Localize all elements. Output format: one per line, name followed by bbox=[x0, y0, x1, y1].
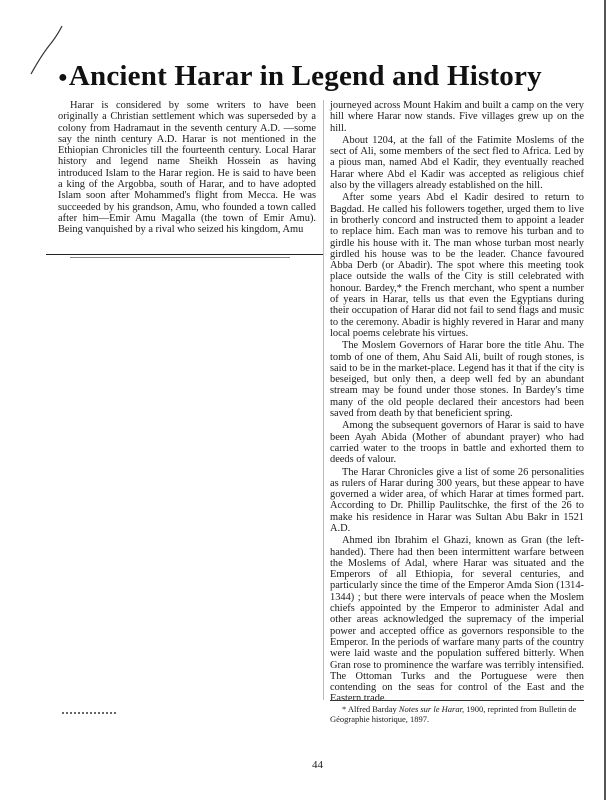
right-continuation: journeyed across Mount Hakim and built a camp on the very hill where Harar now stands. Five villages grew up on the hill. bbox=[330, 100, 584, 134]
column-end-rule-secondary bbox=[70, 257, 290, 258]
page-number: 44 bbox=[312, 759, 323, 771]
right-column bbox=[330, 100, 584, 706]
title-text: Ancient Harar in Legend and History bbox=[68, 60, 542, 92]
left-paragraph: Harar is considered by some writers to have been originally a Christian settlement which was superseded by a colony from Hadramaut in the seventh century A.D. —some say the ninth century A.D. Harar is not mentioned in the Ethiopian Chronicles till the fourteenth century. Local Harar history and legend name Sheikh Hossein as having introduced Islam to the Harar region. He is said to have been a king of the Argobba, south of Harar, and to have adopted Islam soon after Mohammed's flight from Mecca. He was succeeded by his grandson, Amu, who founded a town called after him—Emir Amu Magalla (the town of Emir Amu). Being vanquished by a rival who seized his kingdom, Amu bbox=[58, 100, 316, 236]
footnote-rule bbox=[330, 700, 584, 701]
article-title bbox=[58, 60, 578, 93]
footnote-author: Alfred Barday bbox=[347, 704, 397, 714]
title-ornament-icon: ● bbox=[58, 69, 68, 87]
right-paragraph: The Moslem Governors of Harar bore the title Ahu. The tomb of one of them, Ahu Said Ali, built of rough stones, is said to be in the market-place. Legend has it that if the city is beseiged, but only then, a deep well fed by an abundant stream may be found under those stones. In Bardey's time many of the old people declared their ancestors had been saved from death by that beneficient spring. bbox=[330, 340, 584, 420]
right-paragraph: About 1204, at the fall of the Fatimite Moslems of the sect of Ali, some members of the sect fled to Africa. Led by a pious man, named Abd el Kadir, they eventually reached Harar where Abd el Kadir was accepted as religious chief also by the villagers already established on the hill. bbox=[330, 134, 584, 192]
column-divider bbox=[323, 100, 324, 700]
page-edge bbox=[604, 0, 606, 800]
right-paragraph: After some years Abd el Kadir desired to return to Bagdad. He called his followers together, urged them to live in brotherly concord and instructed them to appoint a leader to replace him. Each man was to remove his turban and to girdle his house with it. The man whose turban most nearly girdled his house was to be the leader. Chance favoured Abba Derb (or Abadir). The spot where this meeting took place outside the walls of the City is still celebrated with honour. Bardey,* the French merchant, who spent a number of years in Harar, tells us that even the Egyptians during their occupation of Harar did not fail to send flags and music to the ceremony. Abadir is highly revered in Harar and many local poems celebrate his virtues. bbox=[330, 192, 584, 339]
right-paragraph: Among the subsequent governors of Harar is said to have been Ayah Abida (Mother of abundant prayer) who had carried water to the troops in battle and exhorted them to deeds of valour. bbox=[330, 420, 584, 466]
footnote-work: Notes sur le Harar, bbox=[398, 704, 465, 714]
column-end-rule bbox=[46, 254, 324, 255]
footnote-source: 1900, reprinted from Bulletin de Géographie historique, 1897. bbox=[330, 704, 577, 724]
right-paragraph: Ahmed ibn Ibrahim el Ghazi, known as Gran (the left-handed). There had then been intermittent warfare between the Moslems of Adal, where Harar was situated and the Emperors of all Ethiopia, for several centuries, and particularly since the time of the Emperor Amda Sion (1314-1344) ; but there were intervals of peace when the Moslem chiefs appointed by the Emperor to administer Adal and other areas acknowledged the supremacy of the imperial power and accepted office as governors responsible to the Emperor. In the periods of warfare many parts of the country were laid waste and the population suffered bitterly. When Gran rose to prominence the warfare was terribly intensified. The Ottoman Turks and the Portuguese were then contending on the seas for control of the East and the Eastern trade. bbox=[330, 535, 584, 705]
footnote-marker: * bbox=[342, 704, 347, 714]
footnote bbox=[330, 704, 584, 724]
scan-smudge bbox=[62, 712, 116, 718]
right-paragraph: The Harar Chronicles give a list of some 26 personalities as rulers of Harar during 300 years, but these appear to have governed a wider area, of which Harar at times formed part. According to Dr. Phillip Paulitschke, the first of the 26 to make his residence in Harar was Sultan Abu Bakr in 1521 A.D. bbox=[330, 466, 584, 534]
left-column bbox=[58, 100, 316, 236]
